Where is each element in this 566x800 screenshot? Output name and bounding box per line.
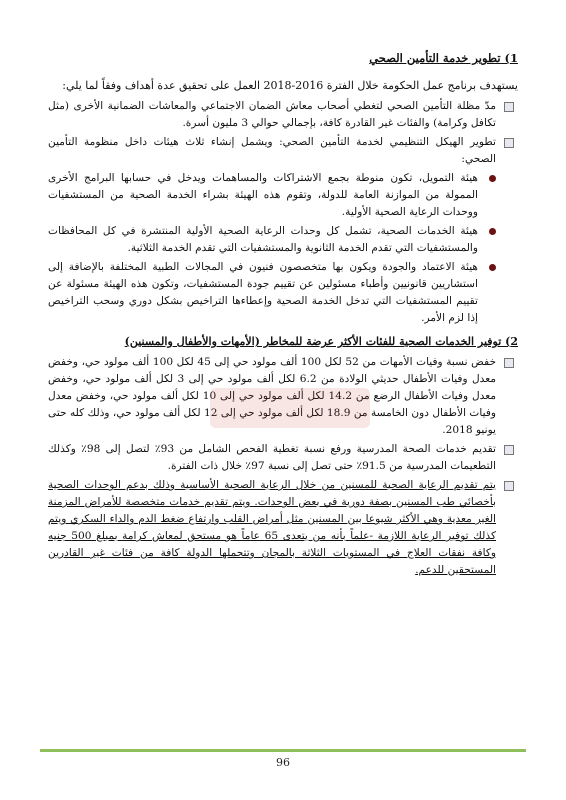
section1-intro: يستهدف برنامج عمل الحكومة خلال الفترة 2016-2018 العمل على تحقيق عدة أهداف وفقاً لما يلي: — [62, 79, 518, 92]
section2-item-mortality: خفض نسبة وفيات الأمهات من 52 لكل 100 ألف مولود حي إلى 45 لكل 100 ألف مولود حي، وخفض معدل وفيات الأطفال حديثي الولادة من 6.2 لكل ألف مولود حي إلى 3 لكل ألف مولود حي، وخفض معدل وفيات الأطفال الرضع من 14.2 لكل ألف مولود حي إلى 10 لكل ألف مولود حي، وخفض معدل وفيات الأطفال دون الخامسة من 18.9 لكل ألف مولود حي إلى 12 لكل ألف مولود حي، وذلك كله حتى يونيو 2018. — [48, 354, 518, 439]
document-page — [48, 50, 518, 581]
section1-subitem-accreditation: هيئة الاعتماد والجودة ويكون بها متخصصون فنيون في المجالات الطبية المختلفة بالإضافة إلى استشاريين قانونيين وأطباء مسئولين عن تقييم جودة المستشفيات، وتكون هذه الهيئة مسئولة عن تقييم المستشفيات التي تدخل الخدمة الصحية وإعطاءها التراخيص بشكل دوري وسحب التراخيص إذا لزم الأمر. — [48, 259, 518, 327]
section2-title: 2) توفير الخدمات الصحية للفئات الأكثر عرضة للمخاطر (الأمهات والأطفال والمسنين) — [124, 335, 518, 348]
section1-title: 1) تطوير خدمة التأمين الصحي — [369, 51, 518, 65]
section1-item-1: مدّ مظلة التأمين الصحي لتغطي أصحاب معاش الضمان الاجتماعي والمعاشات الضمانية الأخرى (مثل تكافل وكرامة) والفئات غير القادرة كافة، بإجمالي حوالي 3 مليون أسرة. — [48, 98, 518, 132]
section1-item-2: تطوير الهيكل التنظيمي لخدمة التأمين الصحي: ويشمل إنشاء ثلاث هيئات داخل منظومة التأمين الصحي: — [48, 134, 518, 168]
page-number: 96 — [276, 756, 290, 769]
section1-subitem-health-services: هيئة الخدمات الصحية، تشمل كل وحدات الرعاية الصحية الأولية المنتشرة في كل المحافظات والمستشفيات التي تقدم الخدمة الثانوية والمستشفيات التي تقدم الخدمة الثلاثية. — [48, 223, 518, 257]
section2-item-elderly: يتم تقديم الرعاية الصحية للمسنين من خلال الرعاية الصحية الأساسية وذلك بدعم الوحدات الصحية بأخصائي طب المسنين بصفة دورية في بعض الوحدات. ويتم تقديم خدمات متخصصة للأمراض المزمنة الغير معدية وهي الأكثر شيوعا بين المسنين مثل أمراض القلب وارتفاع ضغط الدم والداء السكري ويتم كذلك توفير الرعاية اللازمة -علماً بأنه من يتعدى 65 عاماً هو مستحق لمعاش كرامة بمبلغ 500 جنيه وكافة نفقات العلاج في المستويات الثلاثة بالمجان وتتحملها الدولة كافة من فئات غير القادرين المستحقين للدعم. — [48, 477, 518, 579]
section1-subitem-financing: هيئة التمويل، تكون منوطة بجمع الاشتراكات والمساهمات ويدخل في حسابها البرامج الأخرى الممولة من الموازنة العامة للدولة، وتقوم هذه الهيئة بشراء الخدمة الصحية من المستشفيات ووحدات الرعاية الصحية الأولية. — [48, 170, 518, 221]
section2-item-school-health: تقديم خدمات الصحة المدرسية ورفع نسبة تغطية الفحص الشامل من 93٪ لتصل إلى 98٪ وكذلك التطعيمات المدرسية من 91.5٪ حتى تصل إلى نسبة 97٪ خلال ذات الفترة. — [48, 441, 518, 475]
footer-rule — [40, 749, 526, 752]
